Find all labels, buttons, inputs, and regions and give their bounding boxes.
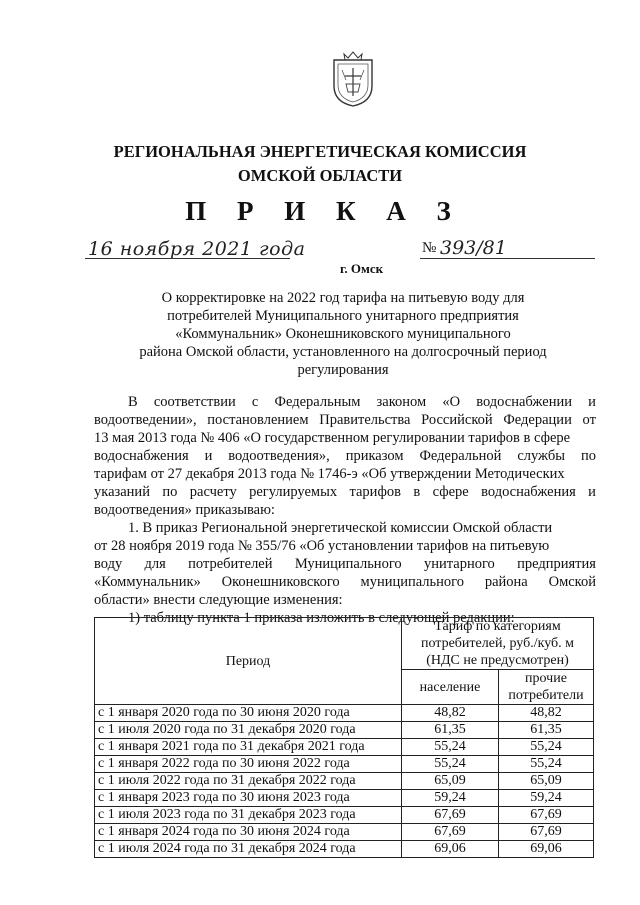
cell-period: с 1 января 2020 года по 30 июня 2020 года bbox=[95, 705, 402, 722]
body-word: предприятия bbox=[517, 556, 596, 572]
body-word: и bbox=[588, 484, 596, 500]
cell-period: с 1 июля 2020 года по 31 декабря 2020 года bbox=[95, 722, 402, 739]
tariff-group-header: Тариф по категориям потребителей, руб./куб. м (НДС не предусмотрен) bbox=[402, 618, 594, 670]
subject-line: района Омской области, установленного на долгосрочный период bbox=[139, 344, 547, 360]
table-row bbox=[95, 807, 594, 824]
body-word: по bbox=[580, 448, 596, 464]
body-word: приказом bbox=[345, 448, 404, 464]
cell-other: 61,35 bbox=[499, 722, 594, 739]
body-word: сфере bbox=[432, 484, 469, 500]
cell-period: с 1 июля 2024 года по 31 декабря 2024 года bbox=[95, 841, 402, 858]
number-underline bbox=[420, 258, 595, 259]
body-word: унитарного bbox=[423, 556, 495, 572]
body-line: 1) таблицу пункта 1 приказа изложить в следующей редакции: bbox=[128, 610, 515, 626]
cell-population: 61,35 bbox=[402, 722, 499, 739]
body-word: водоснабжения bbox=[481, 484, 576, 500]
body-line bbox=[94, 573, 596, 591]
body-word: Федеральной bbox=[419, 448, 502, 464]
org-line-1: РЕГИОНАЛЬНАЯ ЭНЕРГЕТИЧЕСКАЯ КОМИССИЯ bbox=[113, 142, 527, 161]
body-word: постановлением bbox=[207, 412, 309, 428]
coat-of-arms-icon bbox=[330, 50, 376, 108]
body-word: воду bbox=[94, 556, 123, 572]
body-word: Российской bbox=[421, 412, 493, 428]
body-word: В bbox=[128, 394, 138, 410]
subject-line: О корректировке на 2022 год тарифа на питьевую воду для bbox=[161, 290, 525, 306]
cell-period: с 1 января 2024 года по 30 июня 2024 года bbox=[95, 824, 402, 841]
body-word: водоотведении», bbox=[94, 412, 197, 428]
body-word: по bbox=[162, 484, 178, 500]
cell-period: с 1 января 2022 года по 30 июня 2022 года bbox=[95, 756, 402, 773]
cell-other: 65,09 bbox=[499, 773, 594, 790]
table-row bbox=[95, 790, 594, 807]
org-line-2: ОМСКОЙ ОБЛАСТИ bbox=[237, 166, 403, 185]
body-word: водоотведения», bbox=[228, 448, 330, 464]
cell-population: 67,69 bbox=[402, 824, 499, 841]
cell-population: 59,24 bbox=[402, 790, 499, 807]
cell-other: 67,69 bbox=[499, 824, 594, 841]
table-row bbox=[95, 773, 594, 790]
body-line: тарифам от 27 декабря 2013 года № 1746-э «Об утверждении Методических bbox=[94, 466, 565, 482]
body-word: в bbox=[413, 484, 421, 500]
body-line bbox=[94, 393, 596, 411]
tariff-table bbox=[94, 617, 594, 858]
number-label: № bbox=[422, 240, 437, 256]
cell-population: 55,24 bbox=[402, 756, 499, 773]
body-word: и bbox=[204, 448, 213, 464]
cell-population: 65,09 bbox=[402, 773, 499, 790]
cell-population: 67,69 bbox=[402, 807, 499, 824]
table-row bbox=[95, 705, 594, 722]
cell-other: 69,06 bbox=[499, 841, 594, 858]
subject-line: потребителей Муниципального унитарного предприятия bbox=[167, 308, 519, 324]
body-word: Муниципального bbox=[294, 556, 402, 572]
body-line bbox=[94, 447, 596, 465]
body-word: и bbox=[588, 394, 596, 410]
body-word: соответствии bbox=[153, 394, 236, 410]
body-line: водоотведения» приказываю: bbox=[94, 502, 275, 518]
cell-other: 67,69 bbox=[499, 807, 594, 824]
body-word: «О bbox=[442, 394, 461, 410]
body-word: Федерации bbox=[503, 412, 572, 428]
body-line: от 28 ноября 2019 года № 355/76 «Об установлении тарифов на питьевую bbox=[94, 538, 550, 554]
body-word: службы bbox=[517, 448, 566, 464]
body-line bbox=[94, 483, 596, 501]
body-word: регулируемых bbox=[249, 484, 338, 500]
cell-period: с 1 января 2023 года по 30 июня 2023 года bbox=[95, 790, 402, 807]
body-word: Оконешниковского bbox=[221, 574, 340, 590]
population-header: население bbox=[402, 670, 499, 705]
body-word: для bbox=[144, 556, 166, 572]
cell-population: 48,82 bbox=[402, 705, 499, 722]
handwritten-number: 393/81 bbox=[440, 237, 507, 259]
cell-other: 48,82 bbox=[499, 705, 594, 722]
body-word: от bbox=[582, 412, 596, 428]
period-header: Период bbox=[95, 618, 402, 705]
body-word: района bbox=[484, 574, 528, 590]
order-body bbox=[94, 393, 596, 627]
body-word: водоснабжения bbox=[94, 448, 189, 464]
body-word: потребителей bbox=[188, 556, 273, 572]
body-word: с bbox=[251, 394, 259, 410]
table-row bbox=[95, 756, 594, 773]
handwritten-date: 16 ноября 2021 года bbox=[88, 238, 306, 260]
cell-other: 59,24 bbox=[499, 790, 594, 807]
cell-population: 55,24 bbox=[402, 739, 499, 756]
body-word: Омской bbox=[548, 574, 596, 590]
body-word: тарифов bbox=[349, 484, 401, 500]
body-line bbox=[94, 555, 596, 573]
document-type: П Р И К А З bbox=[185, 196, 463, 226]
organization-title bbox=[0, 140, 640, 188]
table-row bbox=[95, 841, 594, 858]
table-row bbox=[95, 722, 594, 739]
body-word: муниципального bbox=[360, 574, 464, 590]
body-word: законом bbox=[376, 394, 427, 410]
cell-other: 55,24 bbox=[499, 756, 594, 773]
body-line: 13 мая 2013 года № 406 «О государственном регулировании тарифов в сфере bbox=[94, 430, 571, 446]
body-word: «Коммунальник» bbox=[94, 574, 201, 590]
table-row bbox=[95, 824, 594, 841]
other-consumers-header: прочие потребители bbox=[499, 670, 594, 705]
cell-other: 55,24 bbox=[499, 739, 594, 756]
cell-period: с 1 января 2021 года по 31 декабря 2021 года bbox=[95, 739, 402, 756]
body-line: области» внести следующие изменения: bbox=[94, 592, 343, 608]
cell-period: с 1 июля 2023 года по 31 декабря 2023 года bbox=[95, 807, 402, 824]
cell-population: 69,06 bbox=[402, 841, 499, 858]
city: г. Омск bbox=[340, 261, 384, 276]
body-line: 1. В приказ Региональной энергетической комиссии Омской области bbox=[128, 520, 553, 536]
body-word: водоснабжении bbox=[476, 394, 572, 410]
body-word: указаний bbox=[94, 484, 150, 500]
subject-line: «Коммунальник» Оконешниковского муниципального bbox=[175, 326, 511, 342]
body-word: Федеральным bbox=[274, 394, 361, 410]
body-word: Правительства bbox=[319, 412, 411, 428]
cell-period: с 1 июля 2022 года по 31 декабря 2022 года bbox=[95, 773, 402, 790]
body-line bbox=[94, 411, 596, 429]
date-underline bbox=[85, 258, 290, 259]
body-word: расчету bbox=[189, 484, 237, 500]
table-row bbox=[95, 739, 594, 756]
order-subject bbox=[118, 289, 568, 379]
subject-line: регулирования bbox=[297, 362, 389, 378]
